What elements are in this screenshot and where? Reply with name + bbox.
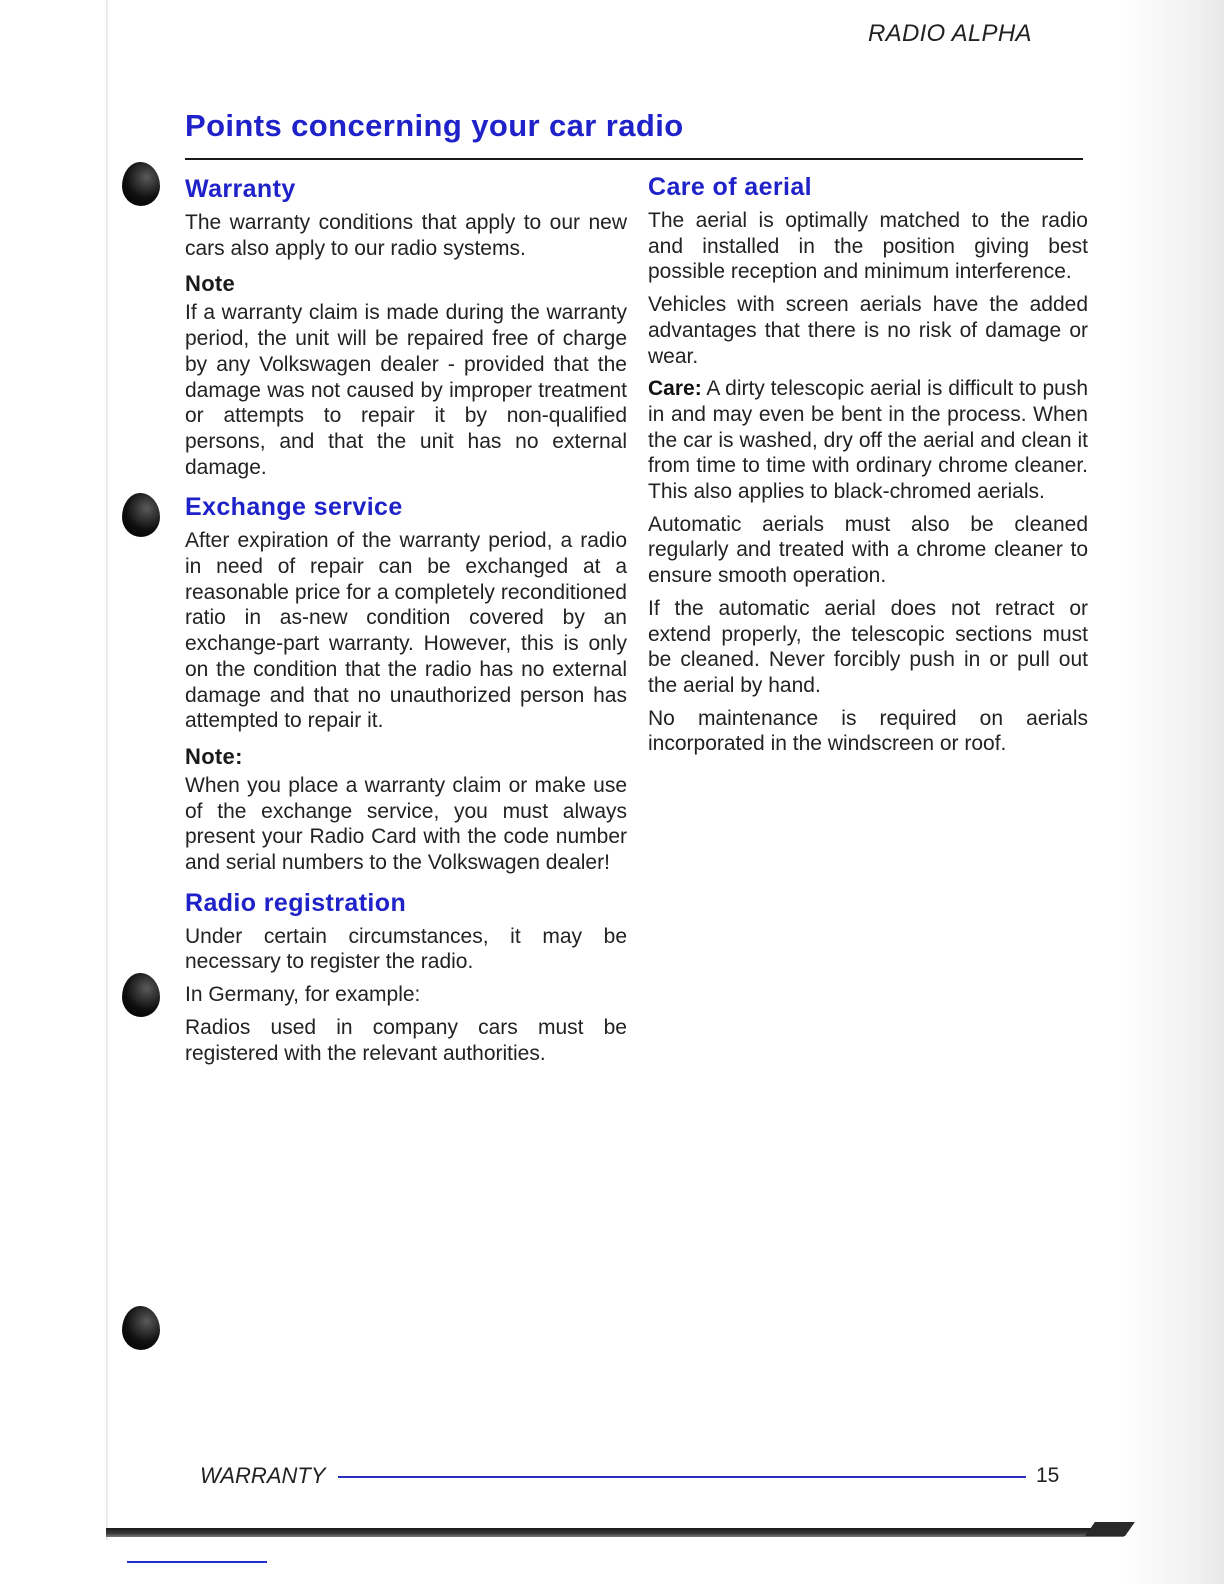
- binding-shadow: [106, 0, 109, 1540]
- aerial-paragraph-4: Automatic aerials must also be cleaned regularly and treated with a chrome cleaner to ensure smooth operation.: [648, 512, 1088, 588]
- registration-heading: Radio registration: [185, 888, 407, 917]
- aerial-care-heading: Care of aerial: [648, 173, 813, 201]
- exchange-note-text: When you place a warranty claim or make use of the exchange service, you must always present your Radio Card with the code number and serial numbers to the Volkswagen dealer!: [185, 773, 627, 875]
- aerial-paragraph-1: The aerial is optimally matched to the radio and installed in the position giving best possible reception and minimum interference.: [648, 209, 1088, 284]
- right-page-shadow: [1118, 0, 1224, 1584]
- exchange-heading: Exchange service: [185, 493, 403, 522]
- care-label: Care:: [648, 377, 702, 401]
- punch-hole-3: [122, 973, 160, 1017]
- registration-section: [185, 886, 627, 1067]
- underlying-page-line: [127, 1561, 267, 1563]
- aerial-paragraph-5: If the automatic aerial does not retract or extend properly, the telescopic sections must be cleaned. Never forcibly push in or pull out the aerial by hand.: [648, 596, 1088, 697]
- left-column: [185, 172, 627, 1073]
- registration-paragraph-3: Radios used in company cars must be registered with the relevant authorities.: [185, 1015, 627, 1065]
- warranty-note-heading: Note: [185, 271, 236, 297]
- warranty-note-text: If a warranty claim is made during the warranty period, the unit will be repaired free of charge by any Volkswagen dealer - provided that the damage was not caused by improper treatment or attempts to repair it by non-qualified persons, and that the unit has no external damage.: [185, 301, 627, 479]
- punch-hole-4: [122, 1306, 160, 1350]
- registration-paragraph-2: In Germany, for example:: [185, 983, 421, 1007]
- footer-rule: [338, 1476, 1026, 1478]
- aerial-paragraph-6: No maintenance is required on aerials incorporated in the windscreen or roof.: [648, 706, 1088, 756]
- punch-hole-2: [122, 493, 160, 537]
- page-title: Points concerning your car radio: [185, 108, 684, 143]
- punch-hole-1: [122, 162, 160, 206]
- care-text: A dirty telescopic aerial is difficult to push in and may even be bent in the process. When the car is washed, dry off the aerial and clean it from time to time with ordinary chrome cleaner. This also applies to black-chromed aerials.: [648, 377, 1088, 504]
- exchange-note-heading: Note:: [185, 743, 243, 769]
- title-rule: [185, 158, 1083, 160]
- exchange-section: [185, 490, 627, 875]
- warranty-heading: Warranty: [185, 175, 296, 203]
- warranty-section: [185, 172, 627, 480]
- aerial-paragraph-2: Vehicles with screen aerials have the added advantages that there is no risk of damage or wear.: [648, 293, 1088, 368]
- page-bottom-edge: [106, 1528, 1124, 1537]
- exchange-paragraph: After expiration of the warranty period, a radio in need of repair can be exchanged at a reasonable price for a completely reconditioned ratio in as-new condition covered by an exchange-part warranty. However, this is only on the condition that the radio has no external damage and that no unauthorized person has attempted to repair it.: [185, 529, 627, 733]
- page-number: 15: [1036, 1464, 1060, 1487]
- aerial-care-paragraph: [648, 376, 1088, 505]
- footer-section-label: WARRANTY: [200, 1463, 326, 1488]
- running-header: RADIO ALPHA: [868, 20, 1032, 47]
- right-column: [648, 170, 1088, 764]
- left-margin-strip: [0, 0, 106, 1584]
- aerial-care-section: [648, 170, 1088, 757]
- registration-paragraph-1: Under certain circumstances, it may be necessary to register the radio.: [185, 924, 627, 974]
- warranty-paragraph: The warranty conditions that apply to our new cars also apply to our radio systems.: [185, 211, 627, 260]
